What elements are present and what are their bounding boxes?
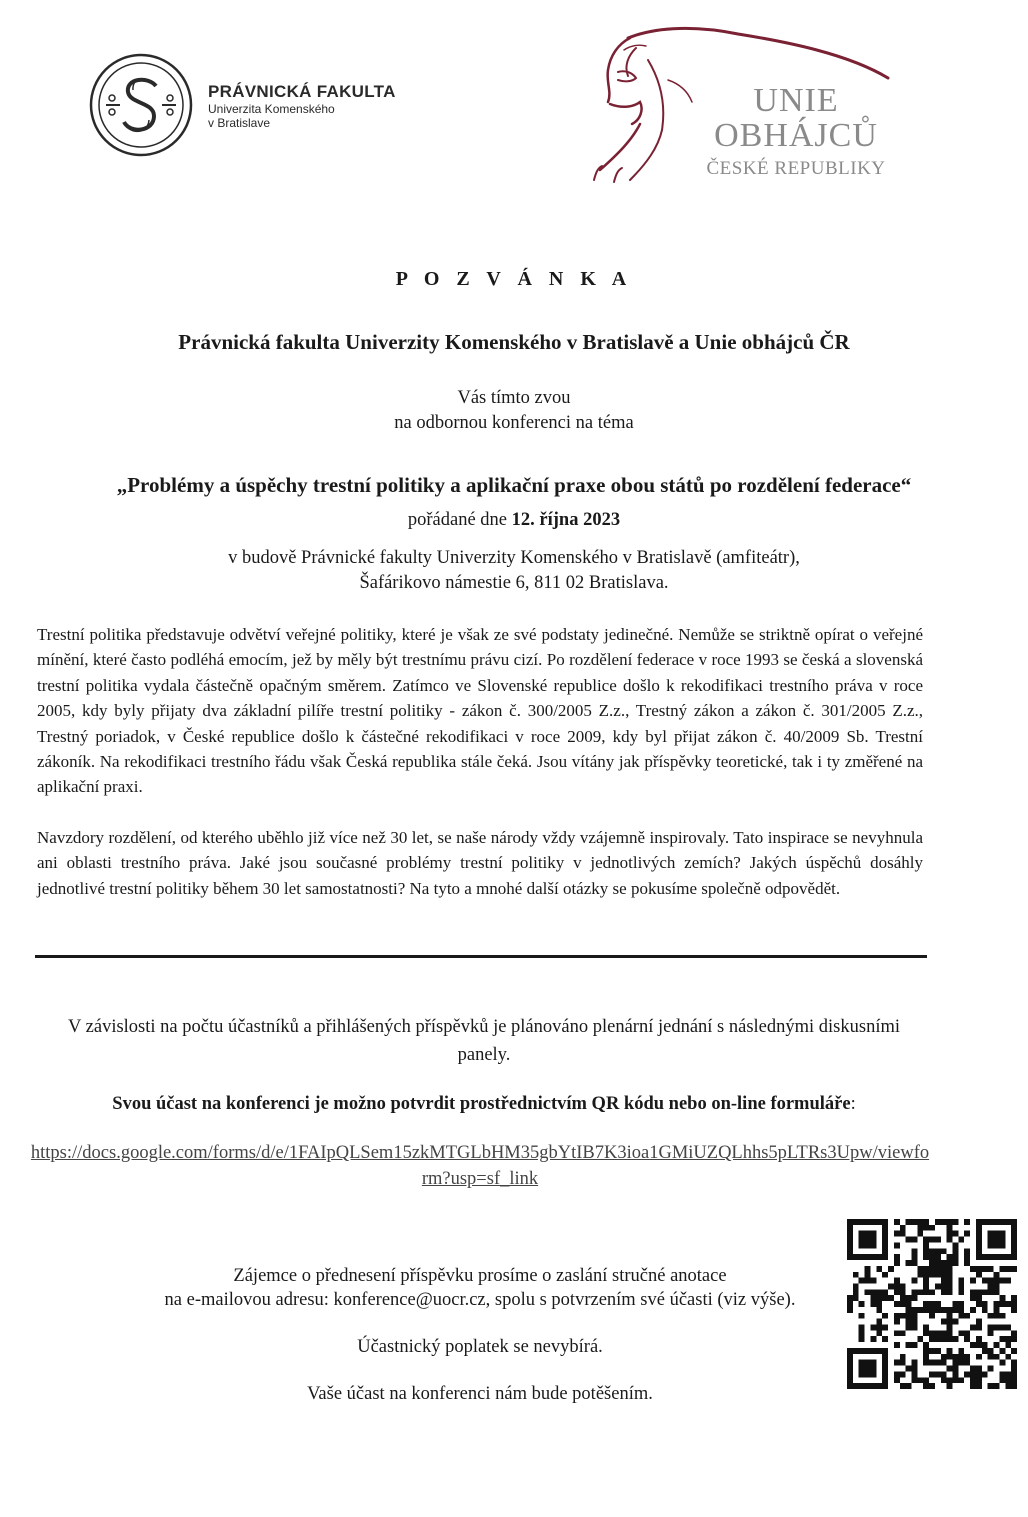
confirm-label: Svou účast na konferenci je možno potvrdit prostřednictvím QR kódu nebo on-line formuláře	[112, 1094, 851, 1114]
annotation-line1: Zájemce o přednesení příspěvku prosíme o zaslání stručné anotace	[233, 1266, 727, 1286]
faculty-logo	[88, 52, 408, 162]
union-logo-text	[696, 84, 896, 180]
faculty-logo-line2: v Bratislave	[208, 116, 271, 130]
plan-text: V závislosti na počtu účastníků a přihlášených příspěvků je plánováno plenární jednání s následnými diskusními panely.	[68, 1017, 900, 1065]
form-link[interactable]: https://docs.google.com/forms/d/e/1FAIpQLSem15zkMTGLbHM35gbYtIB7K3ioa1GMiUZQLhhs5pLTRs3Upw/viewform?usp=sf_link	[30, 1143, 930, 1189]
annotation-line2: na e-mailovou adresu: konference@uocr.cz, spolu s potvrzením své účasti (viz výše).	[164, 1290, 796, 1310]
venue	[0, 546, 1028, 596]
qr-code-icon[interactable]	[847, 1219, 1017, 1389]
union-logo-line2: OBHÁJCŮ	[714, 117, 878, 154]
confirm-text	[40, 1094, 928, 1115]
invite-line2: na odbornou konferenci na téma	[394, 413, 634, 433]
faculty-logo-line1: Univerzita Komenského	[208, 102, 335, 116]
confirm-colon: :	[850, 1094, 856, 1114]
date-value: 12. října 2023	[511, 510, 621, 530]
paragraph-2: Navzdory rozdělení, od kterého uběhlo již více než 30 let, se naše národy vždy vzájemně inspirovaly. Tato inspirace se nevyhnula ani oblasti trestního práva. Jaké jsou současné problémy trestní politiky v jednotlivých zemích? Jakých úspěchů dosáhly jednotlivé trestní politiky během 30 let samostatnosti? Na tyto a mnohé další otázky se pokusíme společně odpovědět.	[37, 828, 923, 898]
union-logo	[588, 20, 908, 192]
closing-text: Vaše účast na konferenci nám bude potěšením.	[307, 1384, 653, 1404]
invite-line1: Vás tímto zvou	[457, 388, 571, 408]
fee-text: Účastnický poplatek se nevybírá.	[357, 1337, 603, 1357]
union-logo-line3: ČESKÉ REPUBLIKY	[706, 158, 886, 179]
faculty-seal-icon	[88, 52, 194, 158]
venue-line2: Šafárikovo námestie 6, 811 02 Bratislava.	[359, 573, 669, 593]
annotation-text	[100, 1264, 860, 1312]
union-logo-line1: UNIE	[753, 82, 839, 119]
date-prefix: pořádané dne	[407, 510, 512, 530]
invite-text	[0, 386, 1028, 436]
conference-date	[0, 510, 1028, 531]
divider	[35, 955, 927, 958]
page-title: P O Z V Á N K A	[395, 268, 633, 290]
faculty-logo-text	[208, 82, 396, 130]
paragraph-1: Trestní politika představuje odvětví veřejné politiky, které je však ze své podstaty jedinečné. Nemůže se striktně opírat o veřejné mínění, které často podléhá emocím, jež by měly být trestnímu právu cizí. Po rozdělení federace v roce 1993 se česká a slovenská trestní politika vydala částečně opačným směrem. Zatímco ve Slovenské republice došlo k rekodifikaci trestního práva v roce 2005, kdy byly přijaty dva základní pilíře trestní politiky - zákon č. 300/2005 Z.z., Trestný zákon a zákon č. 301/2005 Z.z., Trestný poriadok, v České republice došlo k částečné rekodifikaci v roce 2009, kdy byl přijat zákon č. 40/2009 Sb. Trestní zákoník. Na rekodifikaci trestního řádu však Česká republika stále čeká. Jsou vítány jak příspěvky teoretické, tak i ty změřené na aplikační praxi.	[37, 625, 923, 797]
venue-line1: v budově Právnické fakulty Univerzity Komenského v Bratislavě (amfiteátr),	[228, 548, 800, 568]
organizers: Právnická fakulta Univerzity Komenského v Bratislavě a Unie obhájců ČR	[178, 330, 850, 354]
conference-topic: „Problémy a úspěchy trestní politiky a aplikační praxe obou států po rozdělení federace“	[116, 473, 912, 497]
faculty-logo-title: PRÁVNICKÁ FAKULTA	[208, 82, 396, 101]
